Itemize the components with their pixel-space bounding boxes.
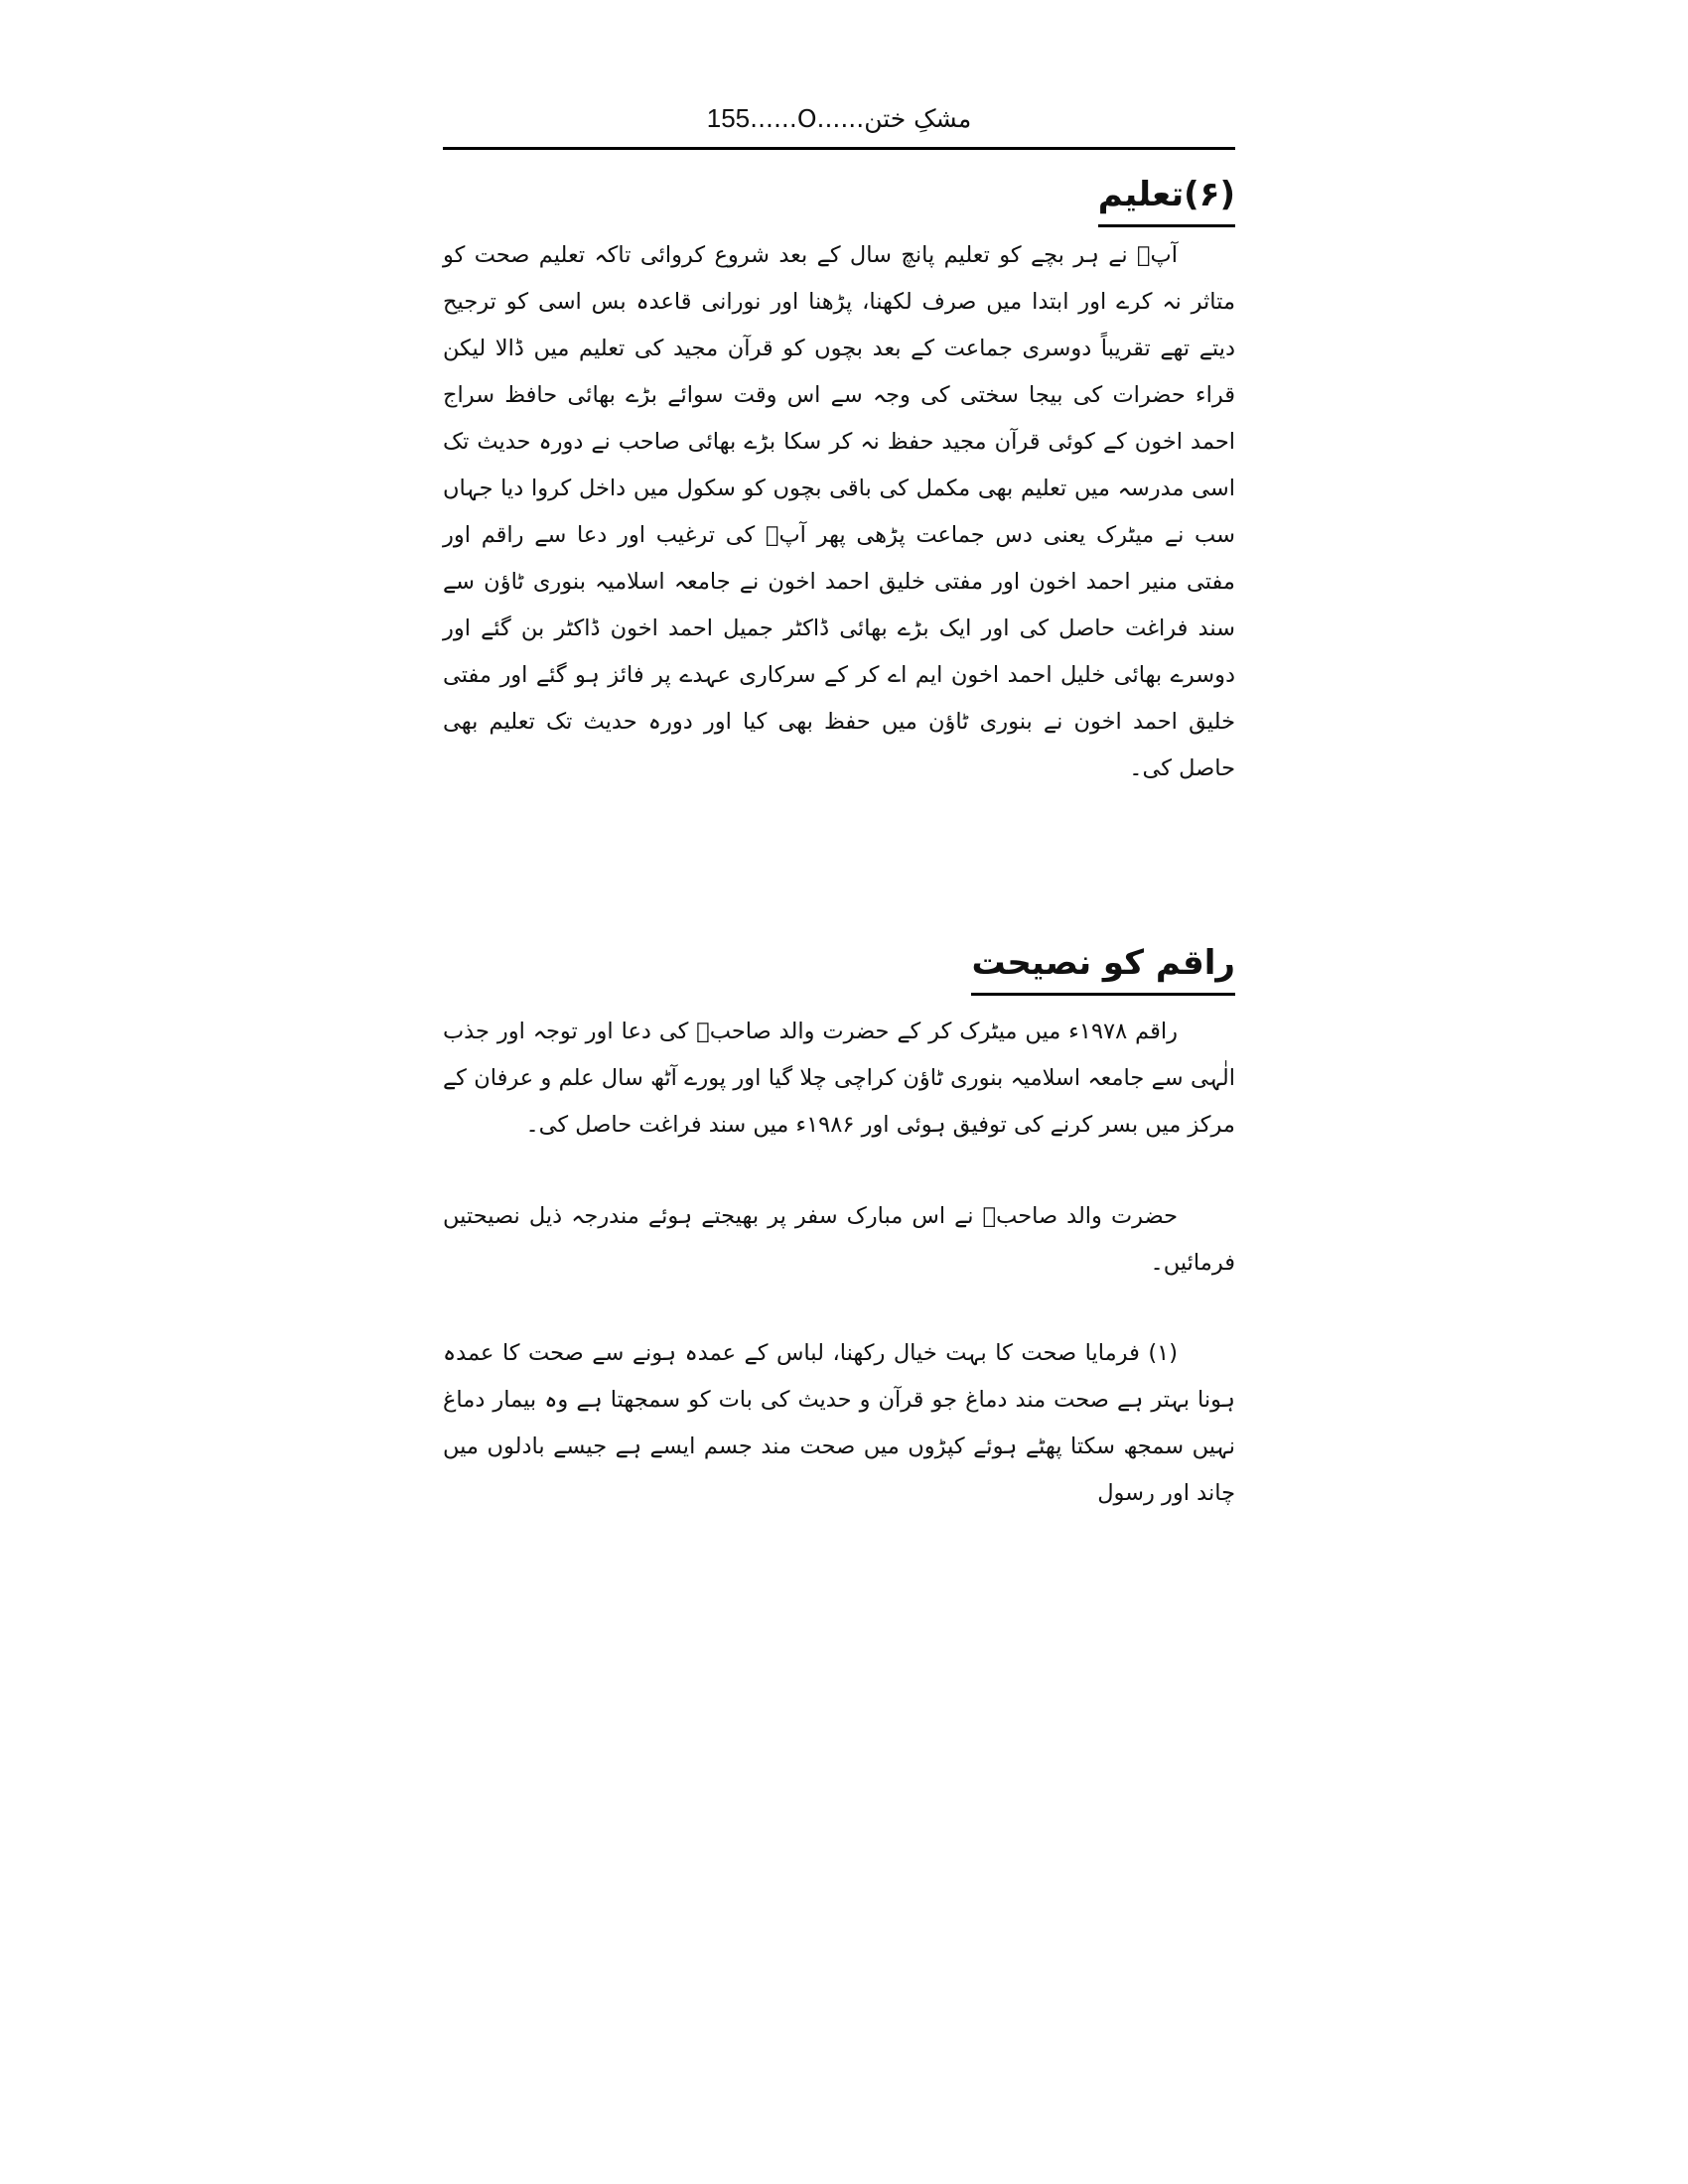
book-title: مشکِ ختن <box>864 104 972 133</box>
header-rule <box>443 147 1235 150</box>
header-separator: ......O...... <box>750 104 865 133</box>
paragraph-advice-lead: حضرت والد صاحبؒ نے اس مبارک سفر پر بھیجتے ہوئے مندرجہ ذیل نصیحتیں فرمائیں۔ <box>443 1203 1235 1276</box>
paragraph-advice-intro: راقم ۱۹۷۸ء میں میٹرک کر کے حضرت والد صاحبؒ کی دعا اور توجہ اور جذب الٰہی سے جامعہ اسلامیہ بنوری ٹاؤن کراچی چلا گیا اور پورے آٹھ سال علم و عرفان کے مرکز میں بسر کرنے کی توفیق ہوئی اور ۱۹۸۶ء میں سند فراغت حاصل کی۔ <box>443 1019 1235 1138</box>
section-heading-education: (۶)تعلیم <box>1098 167 1235 227</box>
running-header <box>443 95 1235 141</box>
page-number: 155 <box>706 103 751 133</box>
paragraph-education: آپؒ نے ہر بچے کو تعلیم پانچ سال کے بعد شروع کروائی تاکہ تعلیم صحت کو متاثر نہ کرے اور ابتدا میں صرف لکھنا، پڑھنا اور نورانی قاعدہ بس اسی کو ترجیح دیتے تھے تقریباً دوسری جماعت کے بعد بچوں کو قرآن مجید کی تعلیم میں ڈالا لیکن قراء حضرات کی بیجا سختی کی وجہ سے اس وقت سوائے بڑے بھائی حافظ سراج احمد اخون کے کوئی قرآن مجید حفظ نہ کر سکا بڑے بھائی صاحب نے دورہ حدیث تک اسی مدرسہ میں تعلیم بھی مکمل کی باقی بچوں کو سکول میں داخل کروا دیا جہاں سب نے میٹرک یعنی دس جماعت پڑھی پھر آپؒ کی ترغیب اور دعا سے راقم اور مفتی منیر احمد اخون اور مفتی خلیق احمد اخون نے جامعہ اسلامیہ بنوری ٹاؤن سے سند فراغت حاصل کی اور ایک بڑے بھائی ڈاکٹر جمیل احمد اخون ڈاکٹر بن گئے اور دوسرے بھائی خلیل احمد اخون ایم اے کر کے سرکاری عہدے پر فائز ہو گئے اور مفتی خلیق احمد اخون نے بنوری ٹاؤن میں حفظ بھی کیا اور دورہ حدیث تک تعلیم بھی حاصل کی۔ <box>443 242 1235 781</box>
book-page <box>443 95 1235 1545</box>
paragraph-advice-point-1: (۱) فرمایا صحت کا بہت خیال رکھنا، لباس کے عمدہ ہونے سے صحت کا عمدہ ہونا بہتر ہے صحت مند دماغ جو قرآن و حدیث کی بات کو سمجھتا ہے وہ بیمار دماغ نہیں سمجھ سکتا پھٹے ہوئے کپڑوں میں صحت مند جسم ایسے ہے جیسے بادلوں میں چاند اور رسول <box>443 1340 1235 1506</box>
section-heading-advice: راقم کو نصیحت <box>971 935 1235 996</box>
